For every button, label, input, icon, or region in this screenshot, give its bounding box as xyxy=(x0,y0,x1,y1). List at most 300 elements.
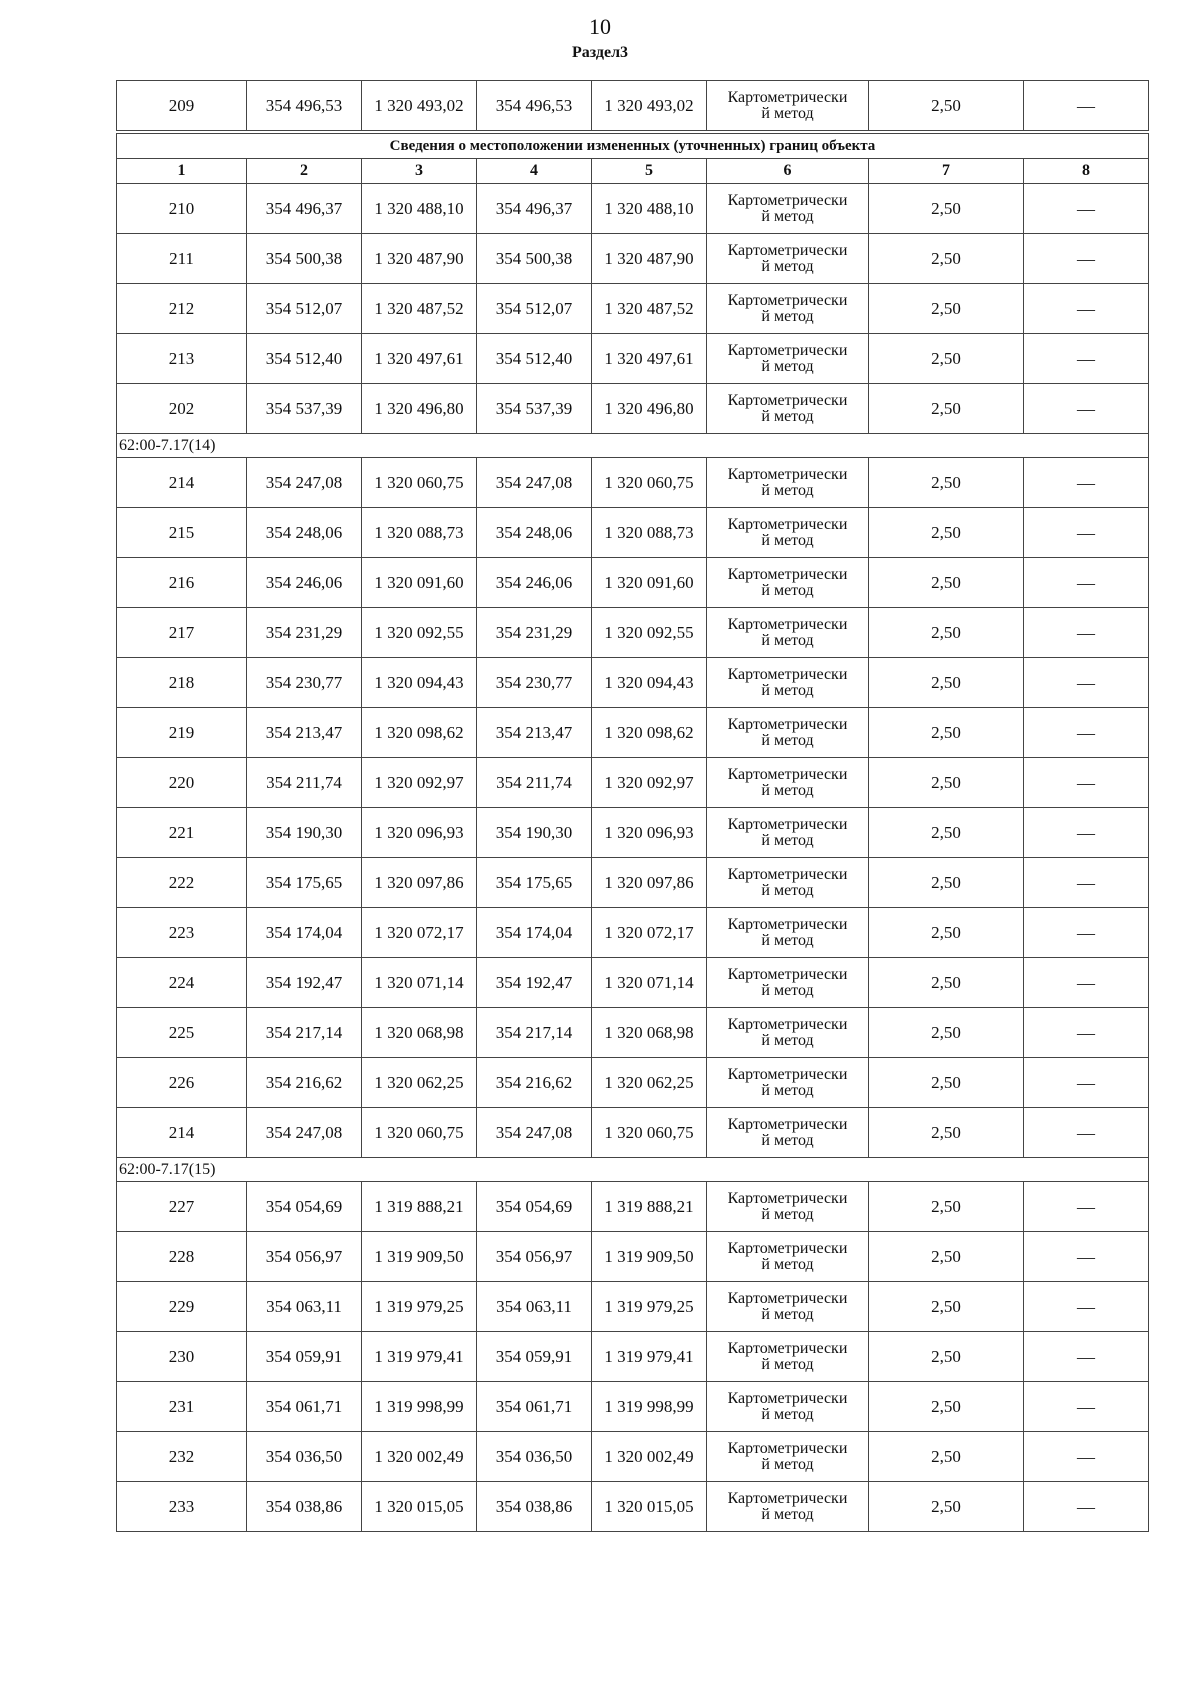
method xyxy=(707,1008,869,1058)
accuracy: 2,50 xyxy=(869,458,1024,508)
method-line-2: й метод xyxy=(761,1355,814,1373)
y-old: 1 320 088,73 xyxy=(362,508,477,558)
accuracy: 2,50 xyxy=(869,1382,1024,1432)
y-new: 1 319 979,41 xyxy=(592,1332,707,1382)
x-old: 354 190,30 xyxy=(247,808,362,858)
x-new: 354 036,50 xyxy=(477,1432,592,1482)
table-row xyxy=(117,384,1149,434)
method-line-2: й метод xyxy=(761,481,814,499)
y-old: 1 320 094,43 xyxy=(362,658,477,708)
y-old: 1 319 909,50 xyxy=(362,1232,477,1282)
method xyxy=(707,284,869,334)
y-old: 1 320 487,90 xyxy=(362,234,477,284)
method-line-2: й метод xyxy=(761,831,814,849)
method-line-1: Картометрически xyxy=(727,1189,848,1207)
y-new: 1 320 098,62 xyxy=(592,708,707,758)
x-new: 354 056,97 xyxy=(477,1232,592,1282)
method-line-1: Картометрически xyxy=(727,715,848,733)
x-new: 354 175,65 xyxy=(477,858,592,908)
x-old: 354 230,77 xyxy=(247,658,362,708)
method xyxy=(707,1282,869,1332)
x-old: 354 211,74 xyxy=(247,758,362,808)
accuracy: 2,50 xyxy=(869,1108,1024,1158)
page-number: 10 xyxy=(589,14,611,39)
method xyxy=(707,81,869,133)
point-number: 213 xyxy=(117,334,247,384)
y-new: 1 319 998,99 xyxy=(592,1382,707,1432)
method-line-2: й метод xyxy=(761,881,814,899)
table-row xyxy=(117,458,1149,508)
table-row xyxy=(117,1482,1149,1532)
point-number: 216 xyxy=(117,558,247,608)
accuracy: 2,50 xyxy=(869,184,1024,234)
method-line-1: Картометрически xyxy=(727,1489,848,1507)
x-new: 354 496,53 xyxy=(477,81,592,133)
method-line-2: й метод xyxy=(761,731,814,749)
table-row xyxy=(117,1008,1149,1058)
table-row xyxy=(117,234,1149,284)
y-old: 1 320 488,10 xyxy=(362,184,477,234)
column-number: 2 xyxy=(247,159,362,184)
method-line-1: Картометрически xyxy=(727,1289,848,1307)
x-new: 354 248,06 xyxy=(477,508,592,558)
accuracy: 2,50 xyxy=(869,1432,1024,1482)
group-label-row xyxy=(117,434,1149,458)
x-old: 354 246,06 xyxy=(247,558,362,608)
point-number: 224 xyxy=(117,958,247,1008)
method-line-2: й метод xyxy=(761,681,814,699)
column-number: 1 xyxy=(117,159,247,184)
x-new: 354 216,62 xyxy=(477,1058,592,1108)
accuracy: 2,50 xyxy=(869,1332,1024,1382)
method-line-1: Картометрически xyxy=(727,1339,848,1357)
method-line-2: й метод xyxy=(761,207,814,225)
method-line-2: й метод xyxy=(761,357,814,375)
x-new: 354 537,39 xyxy=(477,384,592,434)
y-old: 1 320 060,75 xyxy=(362,1108,477,1158)
accuracy: 2,50 xyxy=(869,1482,1024,1532)
note: — xyxy=(1024,958,1149,1008)
x-new: 354 038,86 xyxy=(477,1482,592,1532)
y-new: 1 319 979,25 xyxy=(592,1282,707,1332)
y-old: 1 320 487,52 xyxy=(362,284,477,334)
x-new: 354 496,37 xyxy=(477,184,592,234)
table-row xyxy=(117,284,1149,334)
x-new: 354 246,06 xyxy=(477,558,592,608)
table-row xyxy=(117,908,1149,958)
y-old: 1 320 098,62 xyxy=(362,708,477,758)
method-line-2: й метод xyxy=(761,1505,814,1523)
note: — xyxy=(1024,1008,1149,1058)
method xyxy=(707,1382,869,1432)
y-old: 1 320 062,25 xyxy=(362,1058,477,1108)
note: — xyxy=(1024,1432,1149,1482)
x-old: 354 175,65 xyxy=(247,858,362,908)
x-old: 354 217,14 xyxy=(247,1008,362,1058)
method xyxy=(707,508,869,558)
method-line-2: й метод xyxy=(761,781,814,799)
group-label: 62:00-7.17(15) xyxy=(117,1158,1149,1182)
x-old: 354 247,08 xyxy=(247,458,362,508)
point-number: 217 xyxy=(117,608,247,658)
accuracy: 2,50 xyxy=(869,1232,1024,1282)
y-old: 1 320 068,98 xyxy=(362,1008,477,1058)
method-line-2: й метод xyxy=(761,1205,814,1223)
y-new: 1 319 909,50 xyxy=(592,1232,707,1282)
table-row xyxy=(117,958,1149,1008)
x-old: 354 061,71 xyxy=(247,1382,362,1432)
table-row xyxy=(117,334,1149,384)
note: — xyxy=(1024,1058,1149,1108)
y-old: 1 320 096,93 xyxy=(362,808,477,858)
group-label: 62:00-7.17(14) xyxy=(117,434,1149,458)
y-new: 1 320 002,49 xyxy=(592,1432,707,1482)
accuracy: 2,50 xyxy=(869,858,1024,908)
point-number: 226 xyxy=(117,1058,247,1108)
accuracy: 2,50 xyxy=(869,1182,1024,1232)
x-new: 354 231,29 xyxy=(477,608,592,658)
method-line-1: Картометрически xyxy=(727,1239,848,1257)
method-line-2: й метод xyxy=(761,1031,814,1049)
x-old: 354 231,29 xyxy=(247,608,362,658)
method-line-1: Картометрически xyxy=(727,1439,848,1457)
table-row xyxy=(117,758,1149,808)
table-row xyxy=(117,1282,1149,1332)
point-number: 223 xyxy=(117,908,247,958)
note: — xyxy=(1024,1232,1149,1282)
point-number: 209 xyxy=(117,81,247,133)
table-row xyxy=(117,558,1149,608)
method-line-1: Картометрически xyxy=(727,1389,848,1407)
note: — xyxy=(1024,458,1149,508)
method xyxy=(707,1058,869,1108)
column-number: 3 xyxy=(362,159,477,184)
method-line-1: Картометрически xyxy=(727,515,848,533)
point-number: 222 xyxy=(117,858,247,908)
accuracy: 2,50 xyxy=(869,808,1024,858)
table-row xyxy=(117,508,1149,558)
x-new: 354 054,69 xyxy=(477,1182,592,1232)
method-line-2: й метод xyxy=(761,257,814,275)
y-old: 1 320 092,97 xyxy=(362,758,477,808)
method-line-1: Картометрически xyxy=(727,191,848,209)
y-old: 1 320 002,49 xyxy=(362,1432,477,1482)
y-old: 1 320 071,14 xyxy=(362,958,477,1008)
y-old: 1 320 092,55 xyxy=(362,608,477,658)
x-new: 354 190,30 xyxy=(477,808,592,858)
y-new: 1 320 088,73 xyxy=(592,508,707,558)
point-number: 227 xyxy=(117,1182,247,1232)
note: — xyxy=(1024,808,1149,858)
column-number: 4 xyxy=(477,159,592,184)
y-new: 1 320 097,86 xyxy=(592,858,707,908)
x-old: 354 496,37 xyxy=(247,184,362,234)
table-row xyxy=(117,81,1149,133)
method-line-2: й метод xyxy=(761,581,814,599)
y-old: 1 319 979,41 xyxy=(362,1332,477,1382)
table-row xyxy=(117,1058,1149,1108)
accuracy: 2,50 xyxy=(869,758,1024,808)
note: — xyxy=(1024,608,1149,658)
note: — xyxy=(1024,284,1149,334)
point-number: 214 xyxy=(117,458,247,508)
y-new: 1 320 493,02 xyxy=(592,81,707,133)
y-new: 1 320 091,60 xyxy=(592,558,707,608)
x-new: 354 247,08 xyxy=(477,458,592,508)
x-new: 354 061,71 xyxy=(477,1382,592,1432)
y-new: 1 320 071,14 xyxy=(592,958,707,1008)
y-old: 1 320 496,80 xyxy=(362,384,477,434)
y-old: 1 320 493,02 xyxy=(362,81,477,133)
note: — xyxy=(1024,1182,1149,1232)
table-heading: Сведения о местоположении измененных (уточненных) границ объекта xyxy=(117,132,1149,159)
y-new: 1 320 094,43 xyxy=(592,658,707,708)
y-old: 1 319 888,21 xyxy=(362,1182,477,1232)
method xyxy=(707,1432,869,1482)
x-new: 354 230,77 xyxy=(477,658,592,708)
y-old: 1 319 979,25 xyxy=(362,1282,477,1332)
method xyxy=(707,808,869,858)
method-line-2: й метод xyxy=(761,981,814,999)
x-new: 354 063,11 xyxy=(477,1282,592,1332)
accuracy: 2,50 xyxy=(869,958,1024,1008)
x-new: 354 059,91 xyxy=(477,1332,592,1382)
method-line-2: й метод xyxy=(761,631,814,649)
method xyxy=(707,758,869,808)
table-row xyxy=(117,608,1149,658)
point-number: 225 xyxy=(117,1008,247,1058)
method-line-2: й метод xyxy=(761,104,814,122)
method xyxy=(707,234,869,284)
y-old: 1 320 060,75 xyxy=(362,458,477,508)
y-old: 1 320 097,86 xyxy=(362,858,477,908)
y-new: 1 320 062,25 xyxy=(592,1058,707,1108)
note: — xyxy=(1024,558,1149,608)
x-old: 354 512,07 xyxy=(247,284,362,334)
table-row xyxy=(117,1382,1149,1432)
x-old: 354 496,53 xyxy=(247,81,362,133)
method-line-2: й метод xyxy=(761,1131,814,1149)
x-old: 354 056,97 xyxy=(247,1232,362,1282)
accuracy: 2,50 xyxy=(869,384,1024,434)
method-line-2: й метод xyxy=(761,1305,814,1323)
note: — xyxy=(1024,908,1149,958)
x-new: 354 211,74 xyxy=(477,758,592,808)
y-new: 1 320 015,05 xyxy=(592,1482,707,1532)
point-number: 228 xyxy=(117,1232,247,1282)
method-line-1: Картометрически xyxy=(727,615,848,633)
x-old: 354 036,50 xyxy=(247,1432,362,1482)
point-number: 211 xyxy=(117,234,247,284)
accuracy: 2,50 xyxy=(869,558,1024,608)
method xyxy=(707,184,869,234)
x-old: 354 213,47 xyxy=(247,708,362,758)
note: — xyxy=(1024,334,1149,384)
x-new: 354 213,47 xyxy=(477,708,592,758)
x-old: 354 174,04 xyxy=(247,908,362,958)
x-old: 354 059,91 xyxy=(247,1332,362,1382)
x-new: 354 247,08 xyxy=(477,1108,592,1158)
x-old: 354 216,62 xyxy=(247,1058,362,1108)
note: — xyxy=(1024,658,1149,708)
x-old: 354 537,39 xyxy=(247,384,362,434)
x-old: 354 054,69 xyxy=(247,1182,362,1232)
point-number: 230 xyxy=(117,1332,247,1382)
table-heading-row xyxy=(117,132,1149,159)
y-new: 1 320 497,61 xyxy=(592,334,707,384)
method xyxy=(707,1332,869,1382)
column-number: 6 xyxy=(707,159,869,184)
table-row xyxy=(117,858,1149,908)
method-line-1: Картометрически xyxy=(727,915,848,933)
method xyxy=(707,334,869,384)
y-new: 1 320 060,75 xyxy=(592,1108,707,1158)
method-line-1: Картометрически xyxy=(727,665,848,683)
point-number: 220 xyxy=(117,758,247,808)
method-line-2: й метод xyxy=(761,307,814,325)
y-new: 1 320 487,52 xyxy=(592,284,707,334)
method xyxy=(707,608,869,658)
y-new: 1 320 488,10 xyxy=(592,184,707,234)
x-new: 354 174,04 xyxy=(477,908,592,958)
method-line-1: Картометрически xyxy=(727,815,848,833)
y-new: 1 320 487,90 xyxy=(592,234,707,284)
method-line-1: Картометрически xyxy=(727,1015,848,1033)
method-line-1: Картометрически xyxy=(727,1065,848,1083)
coordinates-table xyxy=(116,80,1149,1532)
point-number: 210 xyxy=(117,184,247,234)
note: — xyxy=(1024,384,1149,434)
method xyxy=(707,1108,869,1158)
section-title: Раздел3 xyxy=(571,44,629,61)
note: — xyxy=(1024,184,1149,234)
column-number: 5 xyxy=(592,159,707,184)
y-new: 1 320 092,55 xyxy=(592,608,707,658)
table-row xyxy=(117,184,1149,234)
note: — xyxy=(1024,708,1149,758)
y-new: 1 320 072,17 xyxy=(592,908,707,958)
method xyxy=(707,908,869,958)
x-old: 354 038,86 xyxy=(247,1482,362,1532)
method-line-1: Картометрически xyxy=(727,465,848,483)
method-line-2: й метод xyxy=(761,407,814,425)
note: — xyxy=(1024,81,1149,133)
column-number: 8 xyxy=(1024,159,1149,184)
accuracy: 2,50 xyxy=(869,508,1024,558)
accuracy: 2,50 xyxy=(869,658,1024,708)
point-number: 202 xyxy=(117,384,247,434)
method-line-2: й метод xyxy=(761,931,814,949)
x-old: 354 512,40 xyxy=(247,334,362,384)
x-old: 354 192,47 xyxy=(247,958,362,1008)
point-number: 212 xyxy=(117,284,247,334)
table-row xyxy=(117,808,1149,858)
method-line-2: й метод xyxy=(761,1405,814,1423)
y-new: 1 319 888,21 xyxy=(592,1182,707,1232)
y-old: 1 319 998,99 xyxy=(362,1382,477,1432)
method xyxy=(707,384,869,434)
accuracy: 2,50 xyxy=(869,1008,1024,1058)
y-new: 1 320 092,97 xyxy=(592,758,707,808)
method-line-1: Картометрически xyxy=(727,565,848,583)
method-line-2: й метод xyxy=(761,531,814,549)
accuracy: 2,50 xyxy=(869,1058,1024,1108)
y-new: 1 320 068,98 xyxy=(592,1008,707,1058)
method-line-1: Картометрически xyxy=(727,1115,848,1133)
accuracy: 2,50 xyxy=(869,708,1024,758)
table-row xyxy=(117,1108,1149,1158)
accuracy: 2,50 xyxy=(869,1282,1024,1332)
method-line-1: Картометрически xyxy=(727,765,848,783)
x-old: 354 063,11 xyxy=(247,1282,362,1332)
x-old: 354 248,06 xyxy=(247,508,362,558)
x-new: 354 512,07 xyxy=(477,284,592,334)
column-numbers-row xyxy=(117,159,1149,184)
method xyxy=(707,1232,869,1282)
point-number: 218 xyxy=(117,658,247,708)
method xyxy=(707,458,869,508)
accuracy: 2,50 xyxy=(869,608,1024,658)
method xyxy=(707,1482,869,1532)
x-new: 354 217,14 xyxy=(477,1008,592,1058)
method xyxy=(707,558,869,608)
method-line-1: Картометрически xyxy=(727,965,848,983)
y-old: 1 320 015,05 xyxy=(362,1482,477,1532)
note: — xyxy=(1024,1108,1149,1158)
note: — xyxy=(1024,508,1149,558)
method-line-1: Картометрически xyxy=(727,391,848,409)
method xyxy=(707,958,869,1008)
table-row xyxy=(117,1432,1149,1482)
method-line-1: Картометрически xyxy=(727,88,848,106)
table-row xyxy=(117,708,1149,758)
point-number: 231 xyxy=(117,1382,247,1432)
method-line-2: й метод xyxy=(761,1081,814,1099)
method-line-1: Картометрически xyxy=(727,241,848,259)
y-old: 1 320 072,17 xyxy=(362,908,477,958)
method xyxy=(707,1182,869,1232)
y-old: 1 320 091,60 xyxy=(362,558,477,608)
note: — xyxy=(1024,858,1149,908)
x-old: 354 500,38 xyxy=(247,234,362,284)
note: — xyxy=(1024,1382,1149,1432)
x-new: 354 512,40 xyxy=(477,334,592,384)
method xyxy=(707,858,869,908)
point-number: 215 xyxy=(117,508,247,558)
method xyxy=(707,658,869,708)
point-number: 229 xyxy=(117,1282,247,1332)
point-number: 221 xyxy=(117,808,247,858)
point-number: 233 xyxy=(117,1482,247,1532)
method-line-1: Картометрически xyxy=(727,341,848,359)
accuracy: 2,50 xyxy=(869,234,1024,284)
accuracy: 2,50 xyxy=(869,284,1024,334)
x-new: 354 500,38 xyxy=(477,234,592,284)
table-row xyxy=(117,658,1149,708)
table-row xyxy=(117,1232,1149,1282)
note: — xyxy=(1024,1282,1149,1332)
x-old: 354 247,08 xyxy=(247,1108,362,1158)
note: — xyxy=(1024,758,1149,808)
point-number: 232 xyxy=(117,1432,247,1482)
x-new: 354 192,47 xyxy=(477,958,592,1008)
note: — xyxy=(1024,1482,1149,1532)
accuracy: 2,50 xyxy=(869,334,1024,384)
accuracy: 2,50 xyxy=(869,81,1024,133)
accuracy: 2,50 xyxy=(869,908,1024,958)
table-row xyxy=(117,1332,1149,1382)
method-line-1: Картометрически xyxy=(727,291,848,309)
